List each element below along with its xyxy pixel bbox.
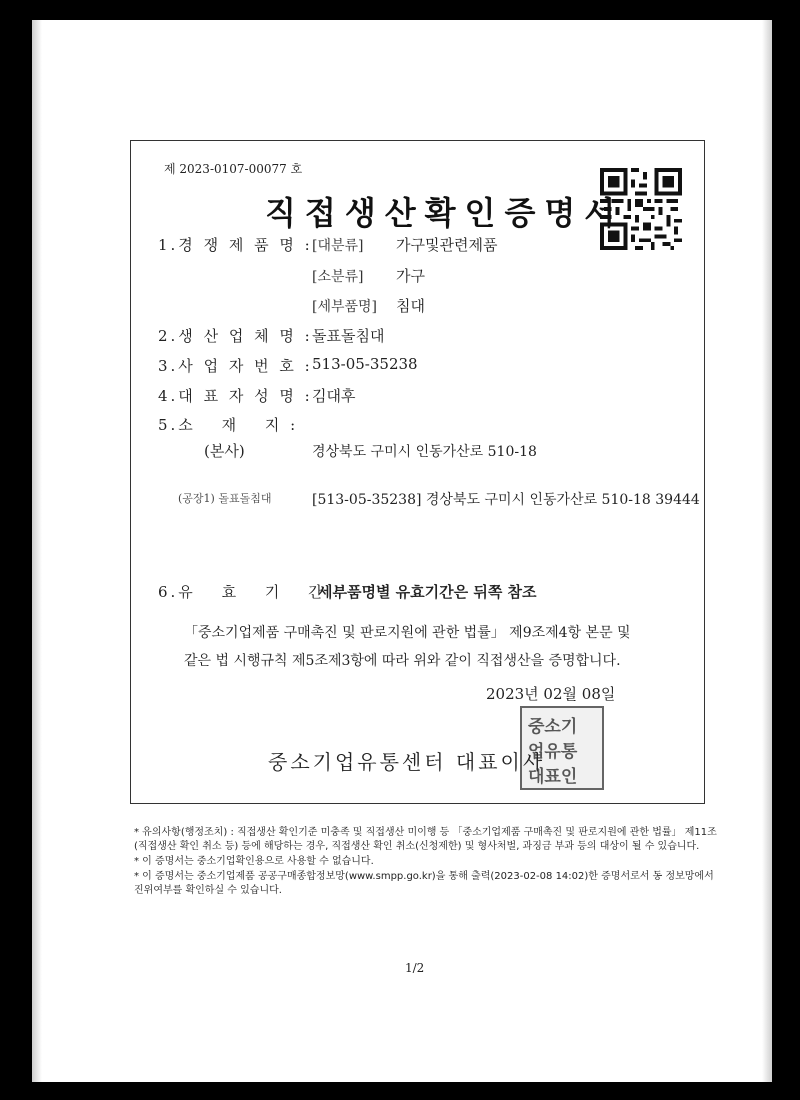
hq-label: (본사) xyxy=(204,442,245,460)
ceo-value: 김대후 xyxy=(312,387,356,405)
category-detail-value: 침대 xyxy=(396,297,425,315)
category-minor-value: 가구 xyxy=(396,267,425,285)
page-number: 1/2 xyxy=(405,961,425,975)
location-label: 5.소 재 지 : xyxy=(158,416,299,434)
notes-section xyxy=(134,826,724,899)
factory-label: (공장1) 돌표돌침대 xyxy=(178,492,272,505)
issue-date: 2023년 02월 08일 xyxy=(486,685,616,703)
official-seal: 중소기 업유통 대표인 xyxy=(520,706,604,790)
company-value: 돌표돌침대 xyxy=(312,327,385,345)
page-shadow-right xyxy=(762,20,772,1082)
hq-address: 경상북도 구미시 인동가산로 510-18 xyxy=(312,444,537,460)
category-detail-tag: [세부품명] xyxy=(312,299,378,315)
company-label: 2.생 산 업 체 명 : xyxy=(158,327,313,345)
note-item: * 이 증명서는 중소기업확인용으로 사용할 수 없습니다. xyxy=(134,856,374,867)
statement-line-2: 같은 법 시행규칙 제5조제3항에 따라 위와 같이 직접생산을 증명합니다. xyxy=(184,653,621,669)
note-item: * 이 증명서는 중소기업제품 공공구매종합정보망(www.smpp.go.kr)을 통해 출력(2023-02-08 14:02)한 증명서로서 동 정보망에서 진위여부를 확인하실 수 있습니다. xyxy=(134,871,714,896)
certificate-number: 제 2023-0107-00077 호 xyxy=(164,162,303,176)
validity-value: 세부품명별 유효기간은 뒤쪽 참조 xyxy=(318,583,537,601)
category-major-value: 가구및관련제품 xyxy=(396,236,498,254)
validity-label: 6.유 효 기 간 : xyxy=(158,583,342,601)
category-major-tag: [대분류] xyxy=(312,238,364,254)
statement-line-1: 「중소기업제품 구매촉진 및 판로지원에 관한 법률」 제9조제4항 본문 및 xyxy=(184,625,631,641)
page-shadow-left xyxy=(32,20,42,1082)
bizno-value: 513-05-35238 xyxy=(312,355,418,373)
issuer-name: 중소기업유통센터 대표이사 xyxy=(268,750,546,774)
document-title: 직접생산확인증명서 xyxy=(265,194,625,232)
category-minor-tag: [소분류] xyxy=(312,269,364,285)
factory-address: [513-05-35238] 경상북도 구미시 인동가산로 510-18 39444 xyxy=(312,492,700,508)
bizno-label: 3.사 업 자 번 호 : xyxy=(158,357,313,375)
product-label: 1.경 쟁 제 품 명 : xyxy=(158,236,313,254)
note-item: * 유의사항(행정조치) : 직접생산 확인기준 미충족 및 직접생산 미이행 등 「중소기업제품 구매촉진 및 판로지원에 관한 법률」 제11조(직접생산 확인 취소 등) 등에 해당하는 경우, 직접생산 확인 취소(신청제한) 및 형사처벌, 과징금 부과 등의 대상이 될 수 있습니다. xyxy=(134,827,717,852)
ceo-label: 4.대 표 자 성 명 : xyxy=(158,387,313,405)
